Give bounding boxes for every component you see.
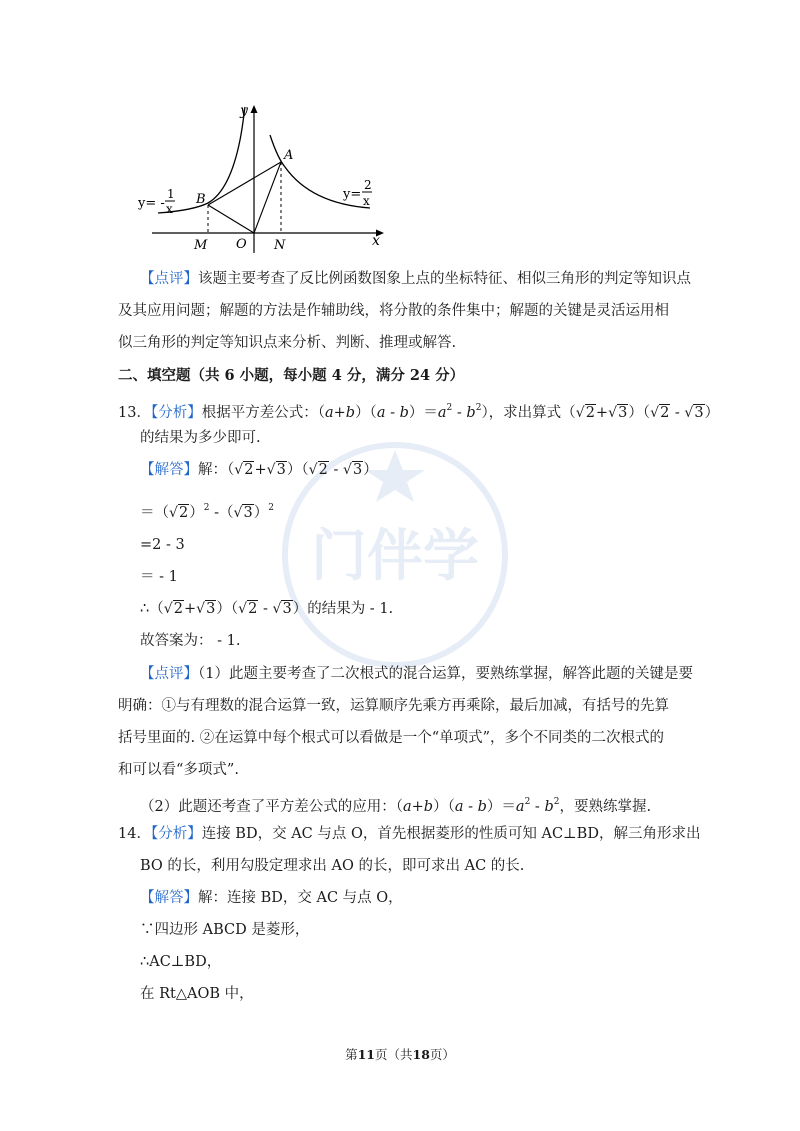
q13-review-line5: （2）此题还考查了平方差公式的应用：$(a+b)(a - b)=a^2 - b^2$，要熟练掌握. (140, 797, 652, 815)
q13-conclusion: ∴（ √ 2+ √ 3）（ √ 2 - √ 3）的结果为 - 1. (140, 601, 394, 617)
q14-analysis-line1 (118, 824, 700, 844)
text: ，要熟练掌握. (559, 799, 652, 815)
review-tag: 【点评】 (140, 271, 198, 287)
q14-step1: ∵四边形 ABCD 是菱形， (140, 922, 310, 938)
text: 页（共 (374, 1047, 413, 1062)
page-footer (0, 1045, 800, 1063)
left-eq-prefix: y= - (138, 196, 165, 211)
text: 解： (198, 462, 227, 478)
right-eq-den: x (363, 194, 370, 208)
analysis-tag: 【分析】 (150, 826, 202, 842)
watermark-text: 门伴学 (311, 523, 479, 589)
answer-tag: 【解答】 (140, 462, 198, 478)
review12-line1 (140, 269, 691, 289)
text: 的结果为 - 1. (307, 601, 394, 617)
text: 第 (345, 1047, 358, 1062)
text: 解：连接 BD，交 AC 与点 O， (198, 890, 403, 906)
q13-analysis-line1: 13．【分析】根据平方差公式：$(a+b)(a - b)=a^2 - b^2$），求出算式（ √ 2+ √ 3）（ √ 2 - √ 3） (118, 403, 720, 421)
text: 根据平方差公式：（ (201, 405, 325, 421)
right-eq-prefix: y= (343, 187, 362, 202)
q13-review-line4: 和可以看“多项式”. (118, 762, 239, 778)
q14-step2: ∴AC⊥BD， (140, 954, 222, 970)
review12-line2: 及其应用问题；解题的方法是作辅助线，将分散的条件集中；解题的关键是灵活运用相 (118, 303, 669, 319)
question-number: 14． (118, 826, 151, 842)
text: 连接 BD，交 AC 与点 O，首先根据菱形的性质可知 AC⊥BD，解三角形求出 (201, 826, 701, 842)
label-N: N (274, 238, 286, 253)
q14-answer-line1 (140, 888, 403, 908)
text: 页） (429, 1047, 455, 1062)
review-text: 该题主要考查了反比例函数图象上点的坐标特征、相似三角形的判定等知识点 (198, 271, 691, 287)
answer-tag: 【解答】 (140, 890, 198, 906)
section-heading: 二、填空题（共 6 小题，每小题 4 分，满分 24 分） (118, 367, 465, 384)
right-eq-num: 2 (364, 178, 372, 192)
left-eq-den: x (166, 202, 173, 216)
left-eq-num: 1 (167, 187, 175, 201)
label-B: B (196, 192, 206, 207)
text: （2）此题还考查了平方差公式的应用：（ (140, 799, 403, 815)
q13-step2: =2 - 3 (140, 537, 185, 553)
page-total: 18 (412, 1047, 430, 1062)
review-tag: 【点评】 (140, 666, 198, 682)
q14-step3: 在 Rt△AOB 中， (140, 986, 254, 1002)
q14-analysis-line2: BO 的长，利用勾股定理求出 AO 的长，即可求出 AC 的长. (140, 858, 525, 874)
text: ），求出算式（ (481, 405, 576, 421)
q13-analysis-line2: 的结果为多少即可. (140, 430, 261, 446)
text: ）（ (355, 405, 377, 421)
analysis-tag: 【分析】 (150, 405, 202, 421)
q13-step3: ＝ - 1 (140, 569, 178, 585)
q13-step1: ＝（ √ 2）$^2$ -（ √ 3）$^2$ (140, 503, 274, 521)
q13-answer-line1: 【解答】解：（ √ 2+ √ 3）（ √ 2 - √ 3） (140, 462, 378, 478)
label-y: y (240, 103, 248, 119)
page-number: 11 (357, 1047, 375, 1062)
label-O: O (236, 237, 247, 252)
text: ∴ (140, 601, 150, 617)
q13-review-line3: 括号里面的. ②在运算中每个根式可以看做是一个“单项式”，多个不同类的二次根式的 (118, 730, 665, 746)
q13-final: 故答案为： - 1. (140, 633, 241, 649)
q13-review-line1 (140, 664, 693, 684)
label-M: M (194, 238, 208, 253)
text: （1）此题主要考查了二次根式的混合运算，要熟练掌握，解答此题的关键是要 (198, 666, 693, 682)
review12-line3: 似三角形的判定等知识点来分析、判断、推理或解答. (118, 335, 457, 351)
question-number: 13． (118, 405, 151, 421)
inverse-function-graph (130, 95, 400, 260)
label-x: x (372, 233, 380, 249)
q13-review-line2: 明确：①与有理数的混合运算一致，运算顺序先乘方再乘除，最后加减，有括号的先算 (118, 698, 669, 714)
label-A: A (284, 148, 294, 163)
